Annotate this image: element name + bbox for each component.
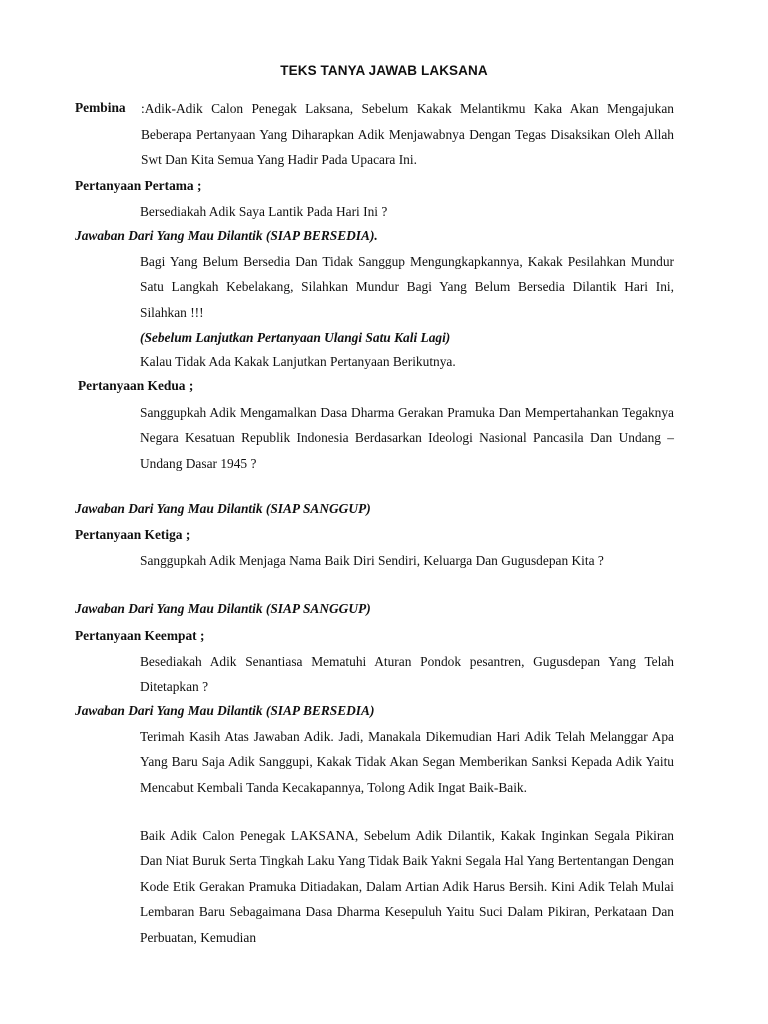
q1-answer-label: Jawaban Dari Yang Mau Dilantik (SIAP BERSEDIA).	[75, 228, 378, 243]
q1-question: Bersediakah Adik Saya Lantik Pada Hari Ini ?	[140, 204, 388, 219]
q1-followup: Kalau Tidak Ada Kakak Lanjutkan Pertanyaan Berikutnya.	[140, 354, 456, 369]
pembina-label: Pembina	[75, 100, 126, 115]
q4-answer-label: Jawaban Dari Yang Mau Dilantik (SIAP BERSEDIA)	[75, 703, 375, 718]
q1-response: Bagi Yang Belum Bersedia Dan Tidak Sanggup Mengungkapkannya, Kakak Pesilahkan Mundur Satu Langkah Kebelakang, Silahkan Mundur Bagi Yang Belum Bersedia Dilantik Hari Ini, Silahkan !!!	[140, 254, 674, 320]
q2-label: Pertanyaan Kedua ;	[78, 378, 194, 393]
q3-question: Sanggupkah Adik Menjaga Nama Baik Diri Sendiri, Keluarga Dan Gugusdepan Kita ?	[140, 553, 604, 568]
pembina-text: :Adik-Adik Calon Penegak Laksana, Sebelum Kakak Melantikmu Kaka Akan Mengajukan Beberapa Pertanyaan Yang Diharapkan Adik Menjawabnya Dengan Tegas Disaksikan Oleh Allah Swt Dan Kita Semua Yang Hadir Pada Upacara Ini.	[141, 101, 674, 167]
q4-response-2: Baik Adik Calon Penegak LAKSANA, Sebelum Adik Dilantik, Kakak Inginkan Segala Pikiran Dan Niat Buruk Serta Tingkah Laku Yang Tidak Baik Yakni Segala Hal Yang Bertentangan Dengan Kode Etik Gerakan Pramuka Ditiadakan, Dalam Artian Adik Harus Bersih. Kini Adik Telah Mulai Lembaran Baru Sebagaimana Dasa Dharma Kesepuluh Yaitu Suci Dalam Pikiran, Perkataan Dan Perbuatan, Kemudian	[140, 828, 674, 945]
q3-label: Pertanyaan Ketiga ;	[75, 527, 191, 542]
q4-response-1: Terimah Kasih Atas Jawaban Adik. Jadi, Manakala Dikemudian Hari Adik Telah Melanggar Apa Yang Baru Saja Adik Sanggupi, Kakak Tidak Akan Segan Memberikan Sanksi Kepada Adik Yaitu Mencabut Kembali Tanda Kecakapannya, Tolong Adik Ingat Baik-Baik.	[140, 729, 674, 795]
q1-note: (Sebelum Lanjutkan Pertanyaan Ulangi Satu Kali Lagi)	[140, 330, 451, 345]
q4-question: Besediakah Adik Senantiasa Mematuhi Aturan Pondok pesantren, Gugusdepan Yang Telah Ditetapkan ?	[140, 654, 674, 695]
q2-answer-label: Jawaban Dari Yang Mau Dilantik (SIAP SANGGUP)	[75, 501, 371, 516]
q1-label: Pertanyaan Pertama ;	[75, 178, 202, 193]
q4-label: Pertanyaan Keempat ;	[75, 628, 205, 643]
q3-answer-label: Jawaban Dari Yang Mau Dilantik (SIAP SANGGUP)	[75, 601, 371, 616]
document-title: TEKS TANYA JAWAB LAKSANA	[280, 63, 488, 78]
q2-question: Sanggupkah Adik Mengamalkan Dasa Dharma Gerakan Pramuka Dan Mempertahankan Tegaknya Negara Kesatuan Republik Indonesia Berdasarkan Ideologi Nasional Pancasila Dan Undang – Undang Dasar 1945 ?	[140, 405, 674, 471]
